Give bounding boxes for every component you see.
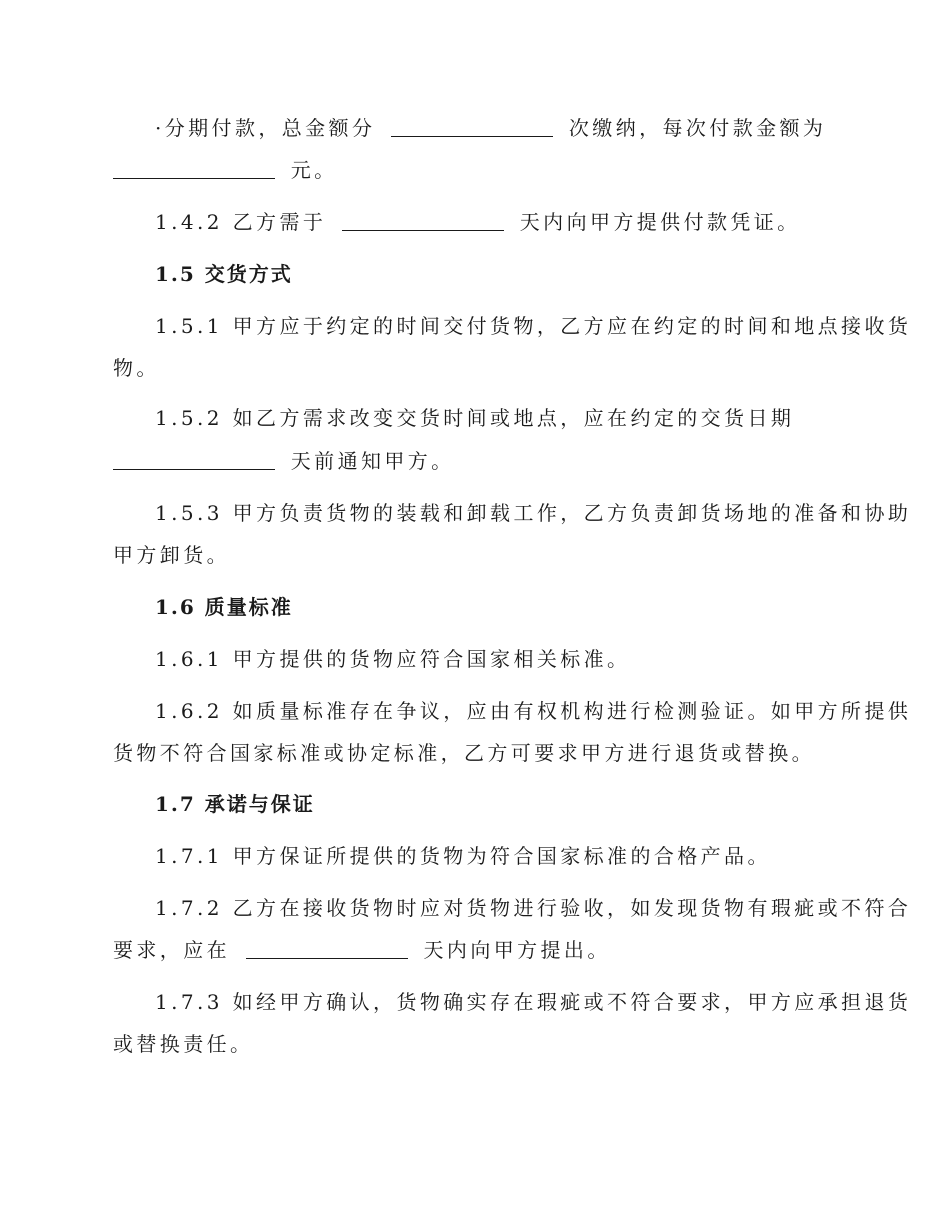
- clause-1-6-2-line-2: 货物不符合国家标准或协定标准，乙方可要求甲方进行退货或替换。: [113, 741, 815, 765]
- clause-1-6-1: 1.6.1 甲方提供的货物应符合国家相关标准。: [155, 647, 631, 671]
- clause-1-5-3-line-1: 1.5.3 甲方负责货物的装载和卸载工作，乙方负责卸货场地的准备和协助: [155, 501, 912, 525]
- section-heading-1-6: 1.6 质量标准: [155, 595, 293, 619]
- text: 天前通知甲方。: [290, 449, 455, 473]
- blank-installment-amount: [113, 158, 275, 179]
- section-heading-1-5: 1.5 交货方式: [155, 262, 293, 286]
- text: ·分期付款，总金额分: [155, 116, 376, 140]
- installment-line-1: [155, 114, 826, 142]
- text: 天内向甲方提出。: [423, 938, 611, 962]
- clause-1-7-3-line-2: 或替换责任。: [113, 1032, 254, 1056]
- clause-1-7-2-line-2: [113, 936, 611, 964]
- installment-line-2: [113, 156, 338, 184]
- clause-1-7-3-line-1: 1.7.3 如经甲方确认，货物确实存在瑕疵或不符合要求，甲方应承担退货: [155, 990, 912, 1014]
- clause-1-5-1-line-2: 物。: [113, 356, 160, 380]
- text: 要求，应在: [113, 938, 230, 962]
- text: 次缴纳，每次付款金额为: [568, 116, 827, 140]
- text: 1.4.2 乙方需于: [155, 210, 327, 234]
- clause-1-7-1: 1.7.1 甲方保证所提供的货物为符合国家标准的合格产品。: [155, 844, 771, 868]
- section-heading-1-7: 1.7 承诺与保证: [155, 792, 315, 816]
- text: 元。: [290, 158, 338, 182]
- clause-1-5-2-line-2: [113, 447, 455, 475]
- clause-1-4-2: [155, 208, 801, 236]
- blank-claim-days: [246, 938, 408, 959]
- blank-payment-days: [342, 210, 504, 231]
- text: 天内向甲方提供付款凭证。: [519, 210, 801, 234]
- clause-1-5-2-line-1: 1.5.2 如乙方需求改变交货时间或地点，应在约定的交货日期: [155, 406, 795, 430]
- clause-1-6-2-line-1: 1.6.2 如质量标准存在争议，应由有权机构进行检测验证。如甲方所提供: [155, 699, 912, 723]
- blank-notice-days: [113, 449, 275, 470]
- clause-1-5-3-line-2: 甲方卸货。: [113, 543, 230, 567]
- blank-installment-count: [391, 116, 553, 137]
- clause-1-7-2-line-1: 1.7.2 乙方在接收货物时应对货物进行验收，如发现货物有瑕疵或不符合: [155, 896, 912, 920]
- clause-1-5-1-line-1: 1.5.1 甲方应于约定的时间交付货物，乙方应在约定的时间和地点接收货: [155, 314, 912, 338]
